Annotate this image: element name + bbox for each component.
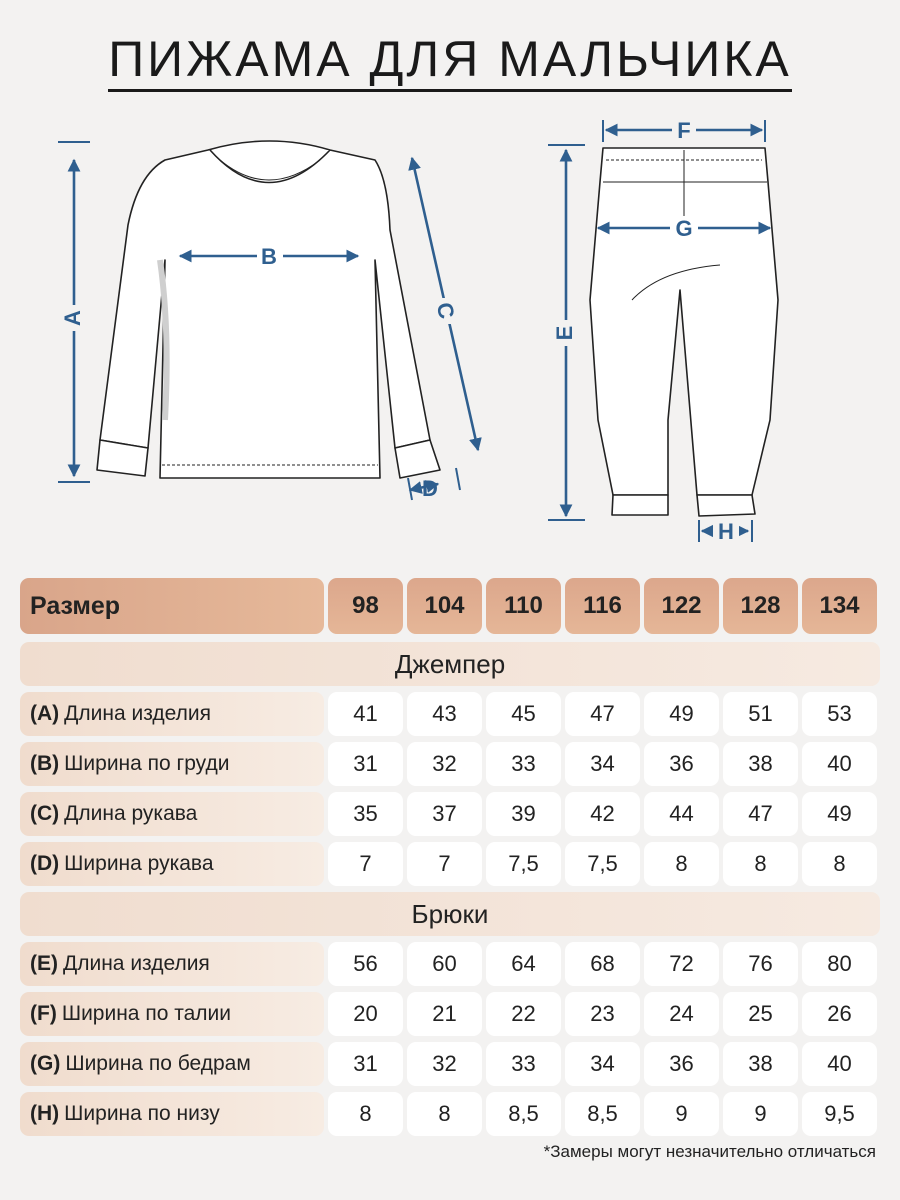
value-cell: 7	[407, 842, 482, 886]
value-cell: 8	[407, 1092, 482, 1136]
footnote: *Замеры могут незначительно отличаться	[543, 1142, 876, 1161]
value-cell: 31	[328, 1042, 403, 1086]
value-cell: 34	[565, 1042, 640, 1086]
row-code: (G)	[30, 1052, 61, 1075]
table-row	[20, 1042, 880, 1086]
value-cell: 36	[644, 1042, 719, 1086]
value-cell: 33	[486, 742, 561, 786]
row-code: (H)	[30, 1102, 60, 1125]
row-name: Ширина по груди	[64, 752, 230, 775]
value-cell: 32	[407, 1042, 482, 1086]
value-cell: 20	[328, 992, 403, 1036]
row-name: Длина изделия	[63, 952, 210, 975]
size-header-row	[20, 578, 880, 634]
value-cell: 9,5	[802, 1092, 877, 1136]
value-cell: 76	[723, 942, 798, 986]
value-cell: 21	[407, 992, 482, 1036]
row-code: (E)	[30, 952, 58, 975]
table-row	[20, 792, 880, 836]
row-label	[20, 1042, 324, 1086]
value-cell: 24	[644, 992, 719, 1036]
section-title: Брюки	[20, 892, 880, 936]
value-cell: 47	[723, 792, 798, 836]
row-label	[20, 842, 324, 886]
value-cell: 44	[644, 792, 719, 836]
value-cell: 36	[644, 742, 719, 786]
value-cell: 43	[407, 692, 482, 736]
value-cell: 31	[328, 742, 403, 786]
table-row	[20, 1092, 880, 1136]
size-116: 116	[565, 578, 640, 634]
value-cell: 56	[328, 942, 403, 986]
size-header-label: Размер	[20, 578, 324, 634]
table-row	[20, 692, 880, 736]
value-cell: 7,5	[565, 842, 640, 886]
label-g: G	[675, 216, 693, 241]
value-cell: 23	[565, 992, 640, 1036]
value-cell: 7	[328, 842, 403, 886]
row-name: Ширина по талии	[61, 1002, 231, 1025]
row-label	[20, 1092, 324, 1136]
value-cell: 9	[723, 1092, 798, 1136]
row-label	[20, 742, 324, 786]
value-cell: 8	[802, 842, 877, 886]
garment-diagram	[0, 120, 900, 550]
value-cell: 80	[802, 942, 877, 986]
section-title: Джемпер	[20, 642, 880, 686]
value-cell: 45	[486, 692, 561, 736]
label-b: B	[261, 244, 277, 269]
value-cell: 33	[486, 1042, 561, 1086]
row-name: Ширина по бедрам	[65, 1052, 251, 1075]
size-98: 98	[328, 578, 403, 634]
row-name: Ширина по низу	[64, 1102, 220, 1125]
value-cell: 60	[407, 942, 482, 986]
value-cell: 39	[486, 792, 561, 836]
label-c: C	[431, 300, 460, 322]
value-cell: 49	[644, 692, 719, 736]
row-code: (D)	[30, 852, 60, 875]
page-title: ПИЖАМА ДЛЯ МАЛЬЧИКА	[0, 30, 900, 88]
value-cell: 25	[723, 992, 798, 1036]
value-cell: 40	[802, 1042, 877, 1086]
value-cell: 41	[328, 692, 403, 736]
row-name: Длина изделия	[64, 702, 211, 725]
label-a: A	[59, 310, 85, 326]
size-134: 134	[802, 578, 877, 634]
value-cell: 49	[802, 792, 877, 836]
value-cell: 8	[723, 842, 798, 886]
pants-illustration	[590, 148, 778, 516]
row-code: (F)	[30, 1002, 57, 1025]
row-label	[20, 692, 324, 736]
row-code: (A)	[30, 702, 60, 725]
value-cell: 42	[565, 792, 640, 836]
table-row	[20, 942, 880, 986]
size-122: 122	[644, 578, 719, 634]
value-cell: 51	[723, 692, 798, 736]
row-name: Ширина рукава	[64, 852, 214, 875]
value-cell: 47	[565, 692, 640, 736]
table-row	[20, 992, 880, 1036]
label-d: D	[422, 476, 438, 501]
row-name: Длина рукава	[64, 802, 198, 825]
value-cell: 38	[723, 1042, 798, 1086]
value-cell: 8,5	[486, 1092, 561, 1136]
size-128: 128	[723, 578, 798, 634]
size-104: 104	[407, 578, 482, 634]
row-label	[20, 942, 324, 986]
row-code: (C)	[30, 802, 60, 825]
label-h: H	[718, 519, 734, 544]
value-cell: 35	[328, 792, 403, 836]
table-row	[20, 842, 880, 886]
value-cell: 34	[565, 742, 640, 786]
value-cell: 32	[407, 742, 482, 786]
row-label	[20, 992, 324, 1036]
size-table	[20, 578, 880, 1142]
value-cell: 64	[486, 942, 561, 986]
label-f: F	[677, 120, 691, 143]
value-cell: 8,5	[565, 1092, 640, 1136]
table-row	[20, 742, 880, 786]
value-cell: 22	[486, 992, 561, 1036]
sweater-illustration	[97, 141, 440, 478]
value-cell: 7,5	[486, 842, 561, 886]
value-cell: 40	[802, 742, 877, 786]
row-code: (B)	[30, 752, 60, 775]
size-110: 110	[486, 578, 561, 634]
value-cell: 8	[328, 1092, 403, 1136]
value-cell: 72	[644, 942, 719, 986]
value-cell: 26	[802, 992, 877, 1036]
label-e: E	[551, 325, 577, 341]
value-cell: 9	[644, 1092, 719, 1136]
value-cell: 53	[802, 692, 877, 736]
value-cell: 68	[565, 942, 640, 986]
value-cell: 8	[644, 842, 719, 886]
value-cell: 38	[723, 742, 798, 786]
row-label	[20, 792, 324, 836]
value-cell: 37	[407, 792, 482, 836]
